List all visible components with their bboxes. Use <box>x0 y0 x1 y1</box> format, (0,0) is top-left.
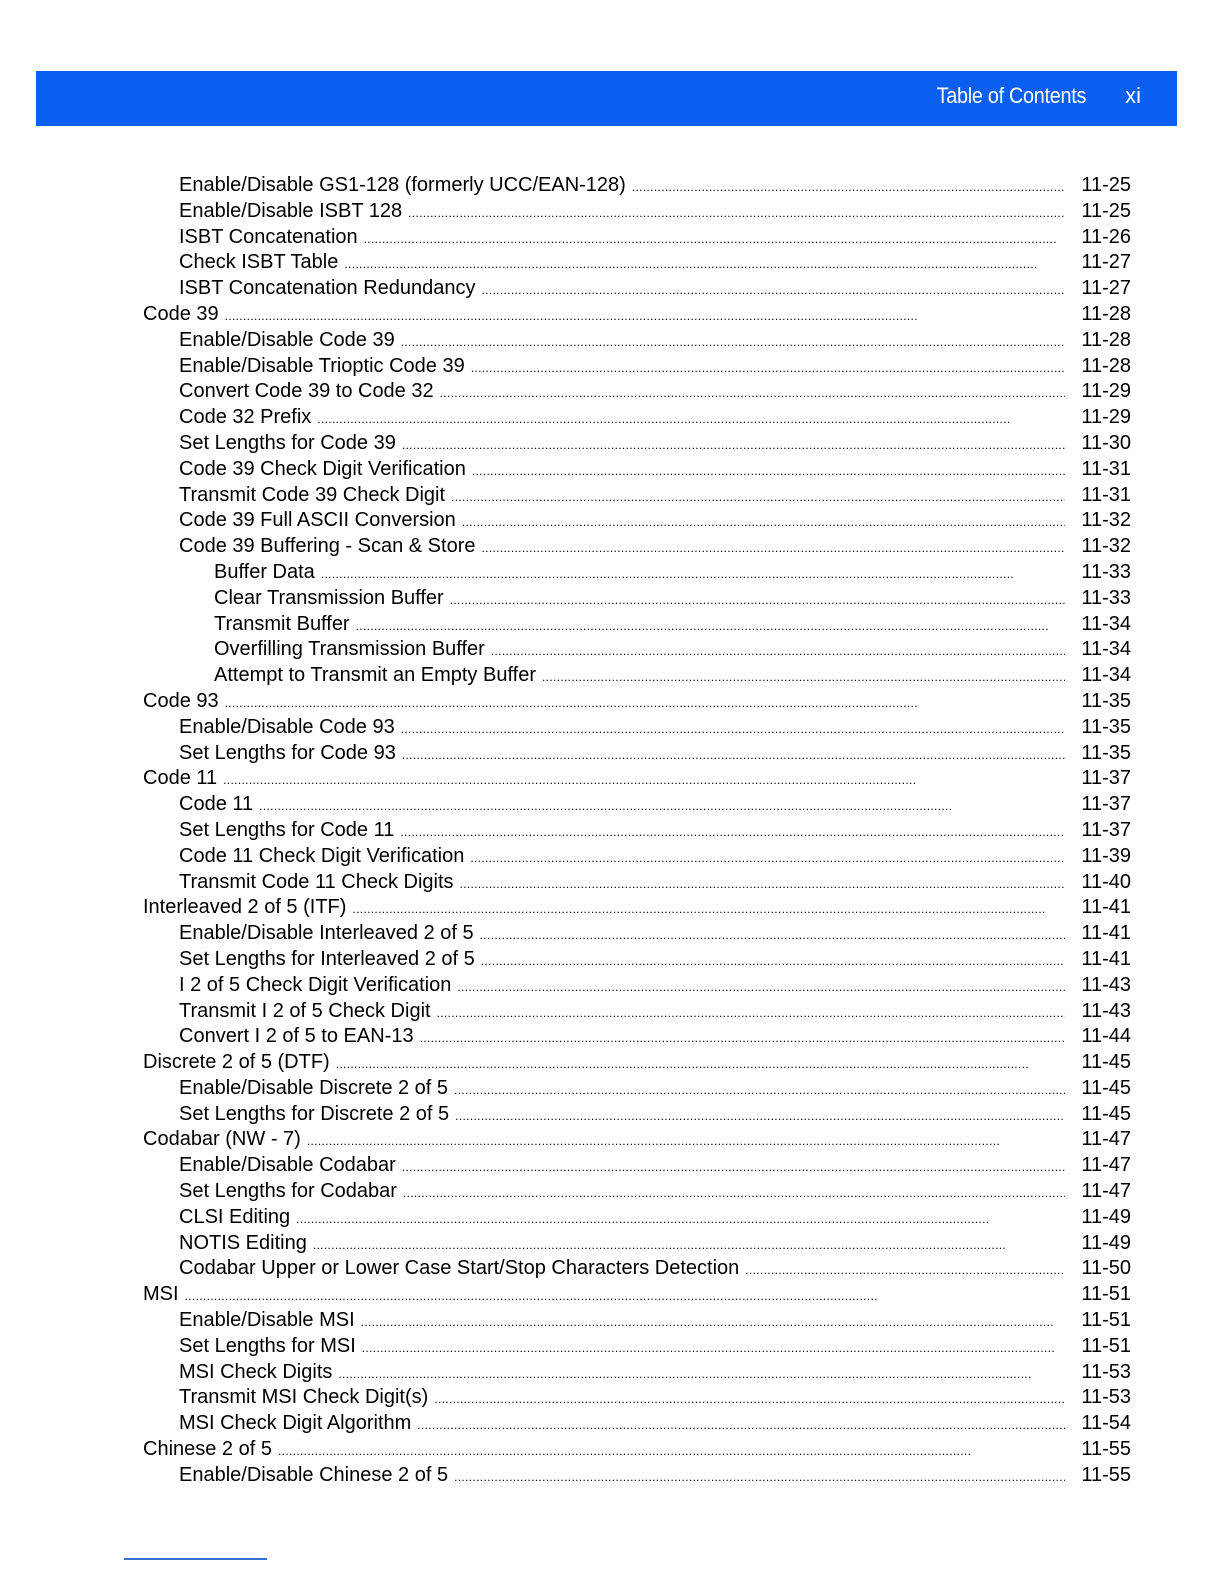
toc-dot-leader <box>402 431 1065 457</box>
toc-entry[interactable] <box>143 1205 1131 1231</box>
header-title: Table of Contents <box>936 83 1086 108</box>
toc-entry[interactable] <box>143 1231 1131 1257</box>
toc-entry-page[interactable]: 11-41 <box>1081 896 1131 919</box>
toc-entry-page[interactable]: 11-51 <box>1081 1283 1131 1306</box>
toc-entry-label[interactable]: Attempt to Transmit an Empty Buffer <box>214 664 536 687</box>
toc-entry-label[interactable]: Enable/Disable GS1-128 (formerly UCC/EAN-128) <box>179 174 626 196</box>
toc-dot-leader <box>361 1308 1065 1334</box>
footer-rule <box>124 1558 267 1560</box>
toc-dot-leader <box>454 1463 1065 1489</box>
toc-entry-label[interactable]: Enable/Disable MSI <box>179 1309 355 1332</box>
toc-entry-page[interactable]: 11-28 <box>1081 328 1131 351</box>
toc-entry-page[interactable]: 11-34 <box>1081 638 1131 661</box>
toc-entry-label[interactable]: Code 93 <box>143 689 219 712</box>
toc-entry-label[interactable]: Code 39 Buffering - Scan & Store <box>179 535 476 558</box>
toc-entry-page[interactable]: 11-33 <box>1081 560 1131 583</box>
toc-entry[interactable] <box>143 457 1131 483</box>
toc-entry-label[interactable]: Enable/Disable Trioptic Code 39 <box>179 354 465 377</box>
toc-entry-page[interactable]: 11-47 <box>1081 1128 1131 1151</box>
toc-entry-page[interactable]: 11-34 <box>1081 664 1131 687</box>
toc-entry[interactable] <box>143 947 1131 973</box>
toc-entry-label[interactable]: MSI Check Digit Algorithm <box>179 1412 412 1435</box>
toc-dot-leader <box>259 792 1065 818</box>
toc-dot-leader <box>481 534 1065 560</box>
toc-entry-label[interactable]: Enable/Disable Interleaved 2 of 5 <box>179 922 474 945</box>
toc-dot-leader <box>408 199 1065 225</box>
toc-entry[interactable] <box>143 870 1131 896</box>
toc-dot-leader <box>400 818 1065 844</box>
toc-entry[interactable] <box>143 1282 1131 1308</box>
toc-entry-page[interactable]: 11-54 <box>1081 1412 1131 1435</box>
toc-entry-page[interactable]: 11-49 <box>1081 1231 1131 1254</box>
toc-entry-page[interactable]: 11-31 <box>1081 457 1131 480</box>
toc-entry-page[interactable]: 11-55 <box>1081 1463 1131 1486</box>
toc-entry[interactable] <box>143 844 1131 870</box>
toc-entry-page[interactable]: 11-53 <box>1081 1360 1131 1383</box>
toc-entry-page[interactable]: 11-30 <box>1081 431 1131 454</box>
toc-dot-leader <box>352 895 1065 921</box>
toc-dot-leader <box>402 1153 1065 1179</box>
toc-entry-page[interactable]: 11-50 <box>1081 1257 1131 1280</box>
toc-entry-label[interactable]: Enable/Disable Code 39 <box>179 328 395 351</box>
toc-entry-page[interactable]: 11-37 <box>1081 767 1131 790</box>
toc-entry[interactable] <box>143 792 1131 818</box>
toc-entry-label[interactable]: Convert I 2 of 5 to EAN-13 <box>179 1025 414 1048</box>
toc-entry-page[interactable]: 11-37 <box>1081 793 1131 816</box>
toc-entry-page[interactable]: 11-39 <box>1081 844 1131 867</box>
toc-entry-page[interactable]: 11-25 <box>1081 199 1131 222</box>
toc-entry-page[interactable]: 11-45 <box>1081 1051 1131 1074</box>
toc-dot-leader <box>278 1437 1065 1463</box>
toc-entry-label[interactable]: I 2 of 5 Check Digit Verification <box>179 973 452 996</box>
toc-dot-leader <box>402 741 1065 767</box>
toc-entry-label[interactable]: Code 11 <box>179 793 254 816</box>
toc-entry[interactable] <box>143 302 1131 328</box>
toc-entry-label[interactable]: Enable/Disable ISBT 128 <box>179 199 403 222</box>
toc-entry-label[interactable]: Interleaved 2 of 5 (ITF) <box>143 896 347 919</box>
toc-dot-leader <box>225 689 1065 715</box>
toc-entry[interactable] <box>143 663 1131 689</box>
page-header-bar <box>36 71 1177 126</box>
toc-entry[interactable] <box>143 405 1131 431</box>
toc-dot-leader <box>296 1205 1065 1231</box>
toc-dot-leader <box>417 1411 1065 1437</box>
toc-entry[interactable] <box>143 637 1131 663</box>
toc-entry-page[interactable]: 11-44 <box>1081 1025 1131 1048</box>
toc-entry-label[interactable]: Convert Code 39 to Code 32 <box>179 380 434 403</box>
toc-dot-leader <box>482 276 1066 302</box>
toc-entry-label[interactable]: CLSI Editing <box>179 1205 291 1228</box>
toc-entry[interactable] <box>143 895 1131 921</box>
toc-entry-page[interactable]: 11-51 <box>1081 1309 1131 1332</box>
toc-entry-label[interactable]: Code 11 Check Digit Verification <box>179 844 465 867</box>
toc-entry-label[interactable]: Transmit Buffer <box>214 612 350 635</box>
toc-entry[interactable] <box>143 431 1131 457</box>
toc-dot-leader <box>542 663 1065 689</box>
toc-entry[interactable] <box>143 1050 1131 1076</box>
toc-dot-leader <box>401 328 1065 354</box>
toc-entry-label[interactable]: Transmit Code 11 Check Digits <box>179 870 454 893</box>
toc-entry[interactable] <box>143 1153 1131 1179</box>
toc-entry-label[interactable]: Transmit MSI Check Digit(s) <box>179 1386 429 1409</box>
toc-entry[interactable] <box>143 1127 1131 1153</box>
toc-entry-page[interactable]: 11-47 <box>1081 1154 1131 1177</box>
toc-entry-page[interactable]: 11-45 <box>1081 1076 1131 1099</box>
toc-dot-leader <box>364 225 1065 251</box>
toc-entry[interactable] <box>143 715 1131 741</box>
toc-entry-label[interactable]: NOTIS Editing <box>179 1231 307 1254</box>
toc-dot-leader <box>403 1179 1065 1205</box>
toc-entry-page[interactable]: 11-25 <box>1081 174 1131 196</box>
toc-dot-leader <box>481 947 1065 973</box>
toc-entry-label[interactable]: Set Lengths for Interleaved 2 of 5 <box>179 947 475 970</box>
toc-entry-label[interactable]: ISBT Concatenation <box>179 225 358 248</box>
toc-entry[interactable] <box>143 1256 1131 1282</box>
toc-entry-label[interactable]: Chinese 2 of 5 <box>143 1438 272 1461</box>
toc-entry-label[interactable]: Enable/Disable Codabar <box>179 1154 396 1177</box>
toc-entry[interactable] <box>143 1102 1131 1128</box>
toc-dot-leader <box>356 612 1065 638</box>
toc-entry-label[interactable]: Set Lengths for Code 93 <box>179 741 396 764</box>
toc-entry-label[interactable]: Set Lengths for Code 39 <box>179 431 396 454</box>
toc-entry[interactable] <box>143 508 1131 534</box>
toc-dot-leader <box>745 1256 1065 1282</box>
toc-entry-label[interactable]: Buffer Data <box>214 560 315 583</box>
toc-entry-page[interactable]: 11-29 <box>1081 380 1131 403</box>
toc-entry-label[interactable]: Codabar Upper or Lower Case Start/Stop Characters Detection <box>179 1257 740 1280</box>
toc-dot-leader <box>460 870 1065 896</box>
toc-entry-page[interactable]: 11-28 <box>1081 354 1131 377</box>
toc-entry[interactable] <box>143 354 1131 380</box>
toc-entry-label[interactable]: ISBT Concatenation Redundancy <box>179 277 476 300</box>
toc-entry-page[interactable]: 11-28 <box>1081 302 1131 325</box>
toc-dot-leader <box>223 766 1065 792</box>
toc-entry[interactable] <box>143 741 1131 767</box>
toc-dot-leader <box>472 457 1065 483</box>
toc-entry[interactable] <box>143 1334 1131 1360</box>
toc-entry[interactable] <box>143 225 1131 251</box>
toc-dot-leader <box>307 1127 1065 1153</box>
toc-entry[interactable] <box>143 612 1131 638</box>
toc-entry[interactable] <box>143 328 1131 354</box>
toc-entry[interactable] <box>143 483 1131 509</box>
toc-entry-page[interactable]: 11-45 <box>1081 1102 1131 1125</box>
toc-dot-leader <box>434 1385 1065 1411</box>
toc-entry-page[interactable]: 11-35 <box>1081 741 1131 764</box>
toc-entry[interactable] <box>143 973 1131 999</box>
toc-entry-label[interactable]: Transmit I 2 of 5 Check Digit <box>179 999 431 1022</box>
toc-entry[interactable] <box>143 818 1131 844</box>
toc-dot-leader <box>462 508 1065 534</box>
toc-entry[interactable] <box>143 1179 1131 1205</box>
toc-entry-page[interactable]: 11-35 <box>1081 715 1131 738</box>
toc-entry[interactable] <box>143 173 1131 199</box>
toc-dot-leader <box>457 973 1065 999</box>
toc-entry[interactable] <box>143 689 1131 715</box>
toc-entry-page[interactable]: 11-43 <box>1081 999 1131 1022</box>
toc-entry-label[interactable]: Code 32 Prefix <box>179 406 312 429</box>
toc-entry-label[interactable]: Set Lengths for Codabar <box>179 1180 397 1203</box>
header-page-number: xi <box>1125 83 1141 108</box>
toc-entry[interactable] <box>143 1308 1131 1334</box>
toc-entry[interactable] <box>143 199 1131 225</box>
toc-dot-leader <box>454 1076 1065 1102</box>
toc-dot-leader <box>185 1282 1065 1308</box>
toc-dot-leader <box>440 379 1065 405</box>
toc-dot-leader <box>437 999 1065 1025</box>
toc-entry[interactable] <box>143 1385 1131 1411</box>
toc-entry[interactable] <box>143 250 1131 276</box>
toc-entry[interactable] <box>143 1360 1131 1386</box>
toc-dot-leader <box>362 1334 1065 1360</box>
toc-dot-leader <box>338 1360 1065 1386</box>
toc-entry[interactable] <box>143 1076 1131 1102</box>
toc-dot-leader <box>420 1024 1065 1050</box>
toc-entry-page[interactable]: 11-53 <box>1081 1386 1131 1409</box>
toc-entry-label[interactable]: Transmit Code 39 Check Digit <box>179 483 446 506</box>
toc-entry-page[interactable]: 11-26 <box>1081 225 1131 248</box>
toc-entry-page[interactable]: 11-37 <box>1081 818 1131 841</box>
toc-entry-page[interactable]: 11-41 <box>1081 922 1131 945</box>
toc-entry-page[interactable]: 11-49 <box>1081 1205 1131 1228</box>
toc-entry-label[interactable]: Code 11 <box>143 767 218 790</box>
toc-dot-leader <box>317 405 1065 431</box>
toc-entry-page[interactable]: 11-55 <box>1081 1438 1131 1461</box>
toc-entry[interactable] <box>143 1463 1131 1489</box>
toc-dot-leader <box>471 354 1065 380</box>
toc-entry-label[interactable]: Check ISBT Table <box>179 251 339 274</box>
toc-entry-label[interactable]: Set Lengths for Discrete 2 of 5 <box>179 1102 450 1125</box>
toc-dot-leader <box>632 173 1065 199</box>
toc-dot-leader <box>336 1050 1065 1076</box>
toc-entry-label[interactable]: MSI Check Digits <box>179 1360 333 1383</box>
toc-dot-leader <box>321 560 1065 586</box>
toc-dot-leader <box>401 715 1065 741</box>
toc-entry[interactable] <box>143 921 1131 947</box>
toc-entry-page[interactable]: 11-43 <box>1081 973 1131 996</box>
toc-entry-page[interactable]: 11-51 <box>1081 1334 1131 1357</box>
toc-entry-page[interactable]: 11-47 <box>1081 1180 1131 1203</box>
toc-entry-page[interactable]: 11-35 <box>1081 689 1131 712</box>
toc-entry[interactable] <box>143 1024 1131 1050</box>
toc-entry[interactable] <box>143 534 1131 560</box>
toc-entry-page[interactable]: 11-29 <box>1081 406 1131 429</box>
toc-entry[interactable] <box>143 379 1131 405</box>
toc-entry[interactable] <box>143 276 1131 302</box>
toc-entry-label[interactable]: Code 39 Check Digit Verification <box>179 457 466 480</box>
toc-entry[interactable] <box>143 560 1131 586</box>
toc-entry[interactable] <box>143 1437 1131 1463</box>
toc-entry-page[interactable]: 11-32 <box>1081 535 1131 558</box>
toc-dot-leader <box>455 1102 1065 1128</box>
toc-entry-page[interactable]: 11-34 <box>1081 612 1131 635</box>
toc-entry[interactable] <box>143 1411 1131 1437</box>
toc-dot-leader <box>480 921 1065 947</box>
toc-entry-label[interactable]: Overfilling Transmission Buffer <box>214 638 485 661</box>
table-of-contents <box>143 173 1131 1489</box>
toc-entry-label[interactable]: Enable/Disable Chinese 2 of 5 <box>179 1463 449 1486</box>
toc-entry-label[interactable]: Set Lengths for Code 11 <box>179 818 395 841</box>
toc-dot-leader <box>450 586 1065 612</box>
toc-entry-label[interactable]: MSI <box>143 1283 179 1306</box>
toc-dot-leader <box>470 844 1065 870</box>
toc-entry[interactable] <box>143 766 1131 792</box>
toc-dot-leader <box>451 483 1065 509</box>
toc-entry-label[interactable]: Enable/Disable Code 93 <box>179 715 395 738</box>
toc-entry-page[interactable]: 11-27 <box>1081 251 1131 274</box>
toc-entry[interactable] <box>143 999 1131 1025</box>
toc-entry-page[interactable]: 11-40 <box>1081 870 1131 893</box>
toc-entry-label[interactable]: Clear Transmission Buffer <box>214 586 444 609</box>
toc-entry[interactable] <box>143 586 1131 612</box>
toc-entry-label[interactable]: Set Lengths for MSI <box>179 1334 356 1357</box>
toc-dot-leader <box>225 302 1065 328</box>
toc-dot-leader <box>491 637 1065 663</box>
toc-entry-page[interactable]: 11-32 <box>1081 509 1131 532</box>
toc-entry-page[interactable]: 11-31 <box>1081 483 1131 506</box>
toc-entry-page[interactable]: 11-27 <box>1081 277 1131 300</box>
toc-entry-label[interactable]: Discrete 2 of 5 (DTF) <box>143 1051 330 1074</box>
toc-entry-label[interactable]: Enable/Disable Discrete 2 of 5 <box>179 1076 449 1099</box>
toc-entry-page[interactable]: 11-33 <box>1081 586 1131 609</box>
toc-entry-label[interactable]: Code 39 Full ASCII Conversion <box>179 509 456 532</box>
toc-dot-leader <box>344 250 1065 276</box>
toc-entry-label[interactable]: Code 39 <box>143 302 219 325</box>
toc-entry-label[interactable]: Codabar (NW - 7) <box>143 1128 301 1151</box>
toc-entry-page[interactable]: 11-41 <box>1081 947 1131 970</box>
toc-dot-leader <box>313 1231 1065 1257</box>
